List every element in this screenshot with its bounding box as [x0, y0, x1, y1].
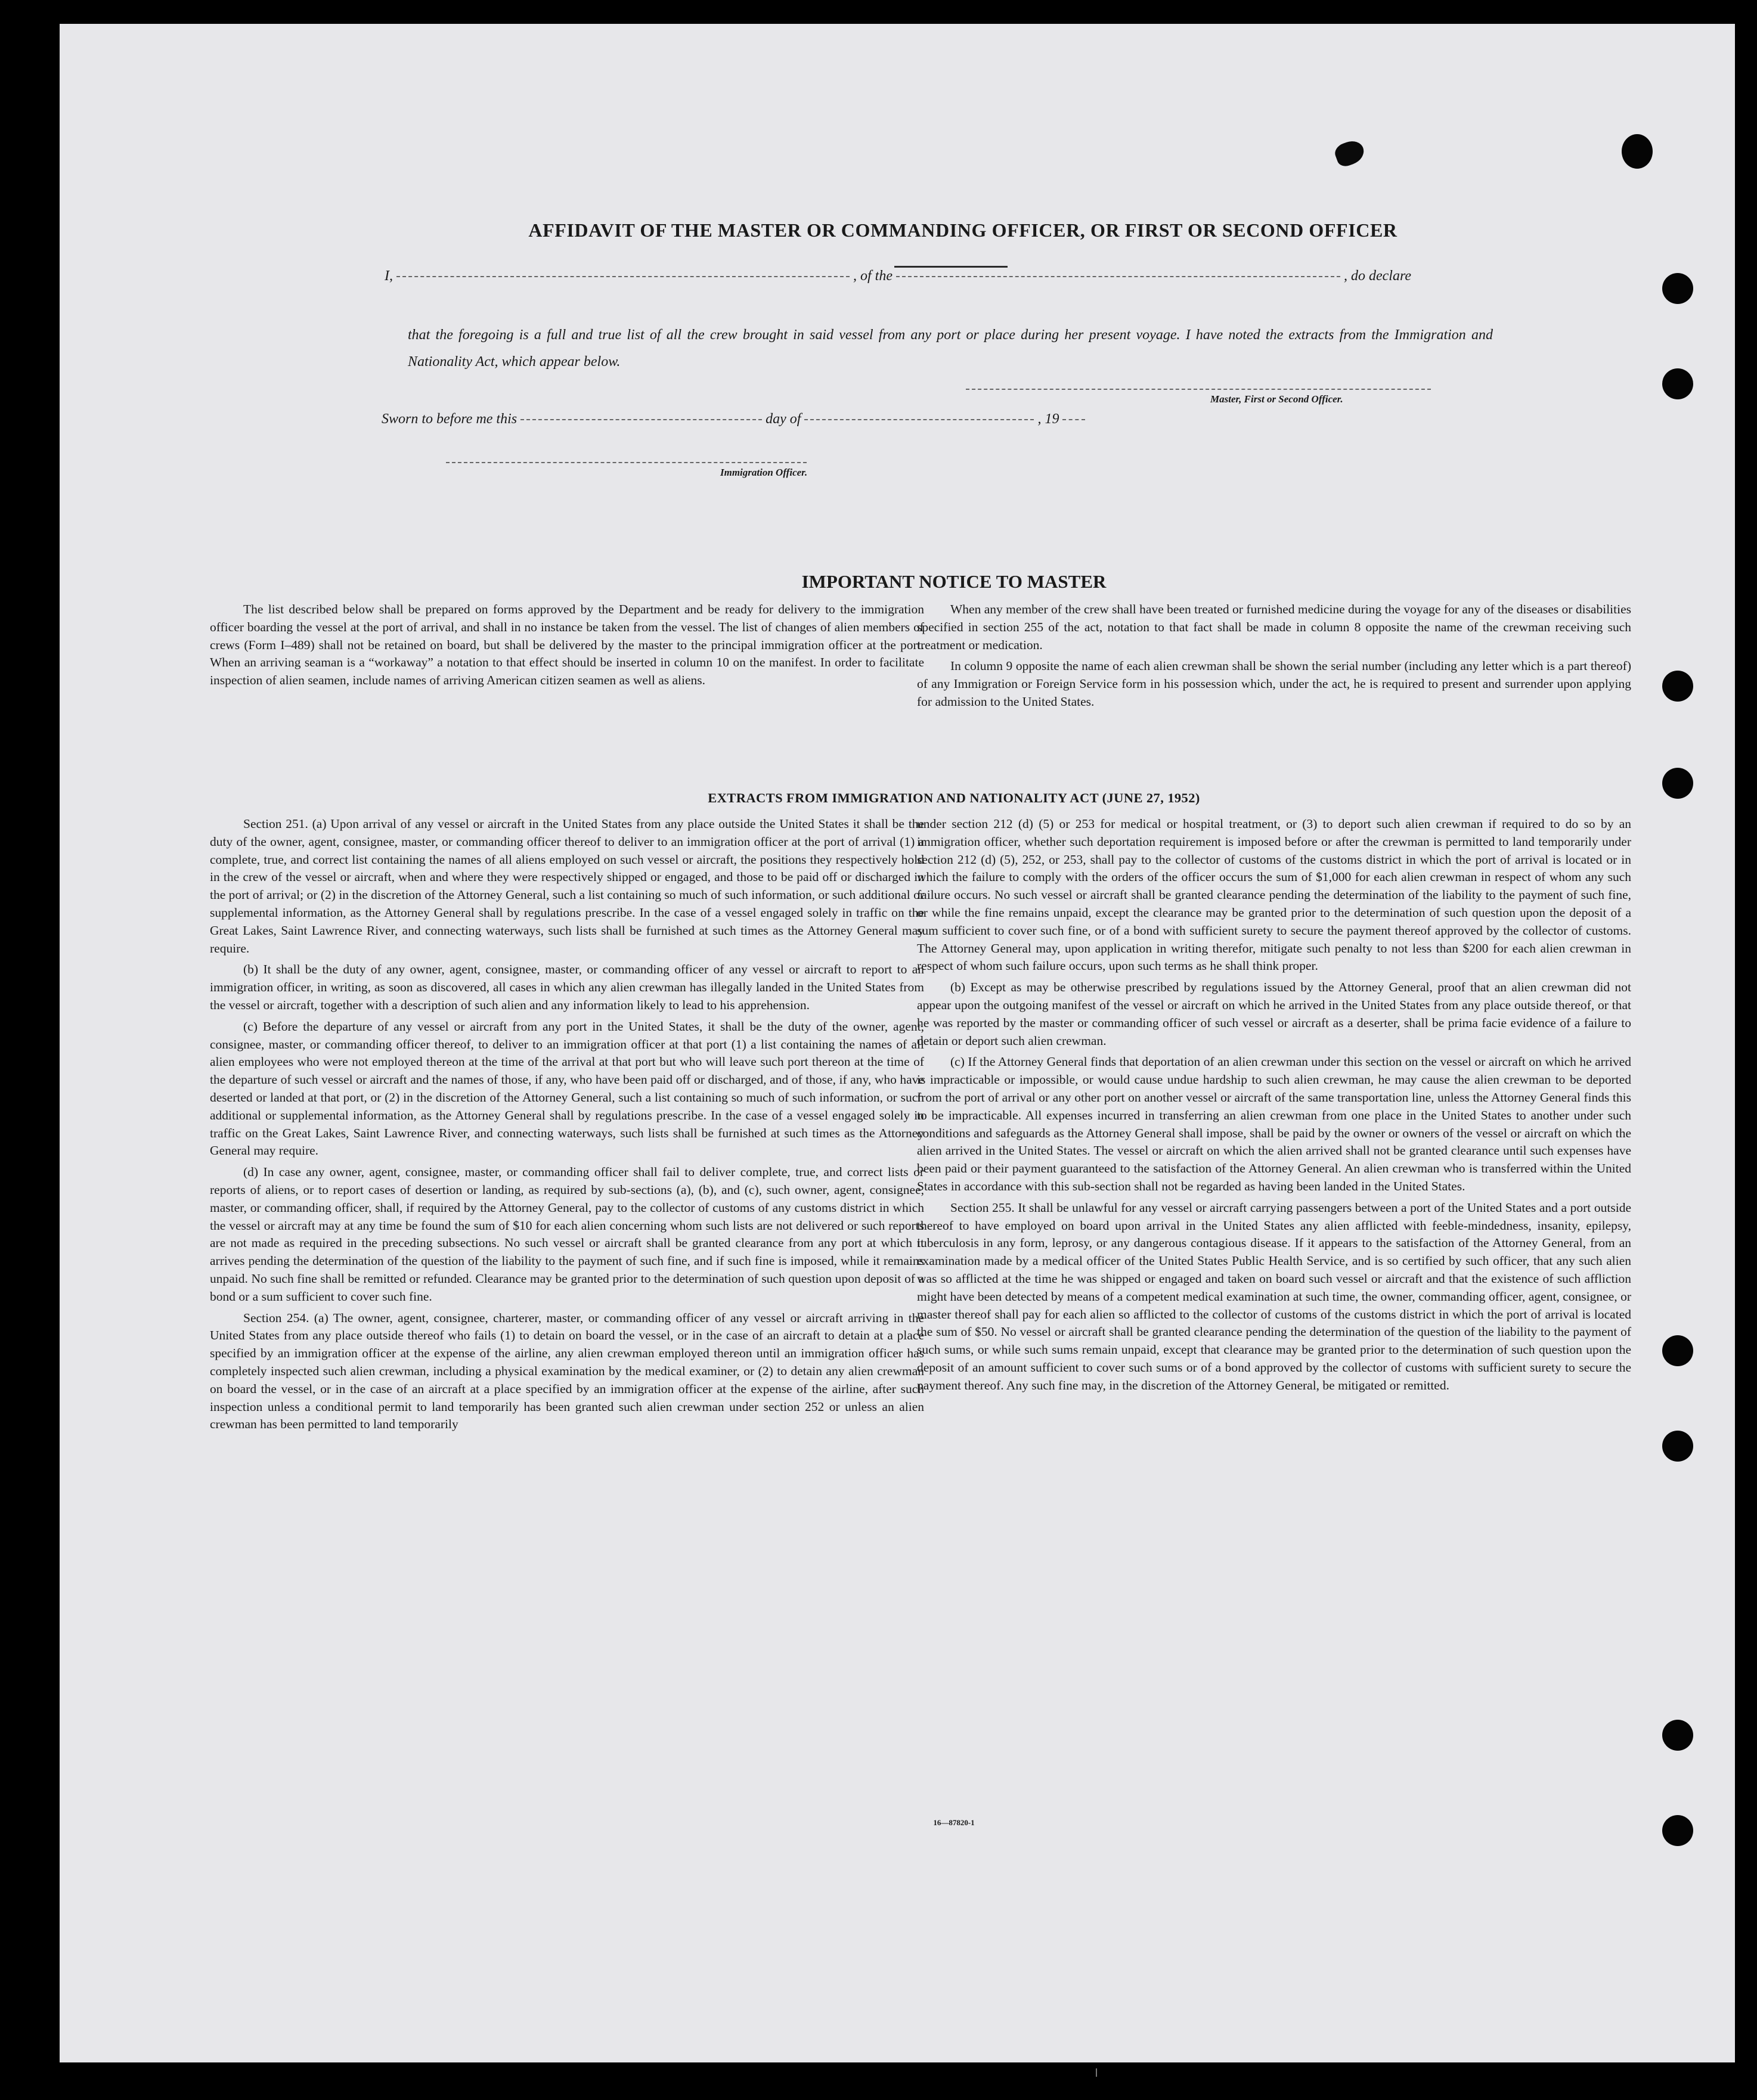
extracts-right-column: [917, 815, 1631, 1398]
extracts-left-column: [210, 815, 924, 1437]
punch-hole: [1662, 273, 1693, 304]
section-254-c: (c) If the Attorney General finds that deportation of an alien crewman under this section on the vessel or aircraft on which he arrived is impracticable or impossible, or would cause undue hardship to such alien crewman, he may cause the alien crewman to be deported from the port of arrival or any other port on another vessel or aircraft of the same transportation line, unless the Attorney General finds this to be impracticable. All expenses incurred in transferring an alien crewman from one place in the United States to another under such conditions and safeguards as the Attorney General shall impose, shall be paid by the owner or owners of the vessel or aircraft on which the alien arrived in the United States. The vessel or aircraft on which the alien arrived shall not be granted clearance until such expenses have been paid or their payment guaranteed to the satisfaction of the Attorney General. An alien crewman who is transferred within the United States in accordance with this sub-section shall not be regarded as having been landed in the United States.: [917, 1054, 1631, 1193]
edge-mark: [1096, 2068, 1097, 2077]
punch-hole: [1662, 1815, 1693, 1846]
section-254-b: (b) Except as may be otherwise prescribed by regulations issued by the Attorney General, proof that an alien crewman did not appear upon the outgoing manifest of the vessel or aircraft on which he arrived in the United States from any place outside thereof, or that he was reported by the master or commanding officer of such vessel or aircraft as a deserter, shall be prima facie evidence of a failure to detain or deport such alien crewman.: [917, 980, 1631, 1048]
section-254-a: Section 254. (a) The owner, agent, consignee, charterer, master, or commanding officer of any vessel or aircraft arriving in the United States from any place outside thereof who fails (1) to detain on board the vessel, or in the case of an aircraft to detain at a place specified by an immigration officer at the expense of the airline, any alien crewman employed thereon until an immigration officer has completely inspected such alien crewman, including a physical examination by the medical examiner, or (2) to detain any alien crewman on board the vessel, or in the case of an aircraft at a place specified by an immigration officer at the expense of the airline, after such inspection unless a conditional permit to land temporarily has been granted such alien crewman under section 252 or unless an alien crewman has been permitted to land temporarily: [210, 1310, 924, 1432]
day-of-label: day of: [766, 411, 801, 427]
punch-hole: [1662, 1431, 1693, 1462]
year-label: , 19: [1037, 411, 1059, 427]
notice-left-paragraph: The list described below shall be prepared on forms approved by the Department and be ready for delivery to the immigration officer boarding the vessel at the port of arrival, and shall in no instance be taken from the vessel. The list of changes of alien members of crews (Form I–489) shall not be retained on board, but shall be delivered by the master to the principal immigration officer at the port. When an arriving seaman is a “workaway” a notation to that effect should be inserted in column 10 on the manifest. In order to facilitate inspection of alien seamen, include names of arriving American citizen seamen as well as aliens.: [210, 602, 924, 688]
notice-right-column: [917, 601, 1631, 715]
sworn-line: [382, 411, 1089, 427]
declaration-text: that the foregoing is a full and true list of all the crew brought in said vessel from any port or place during her present voyage. I have noted the extracts from the Immigration and Nationality Act, which appear below.: [408, 327, 1493, 370]
declaration-line: [385, 268, 1411, 284]
of-the-label: , of the: [853, 268, 893, 284]
notice-right-paragraph: When any member of the crew shall have been treated or furnished medicine during the voyage for any of the diseases or disabilities specified in section 255 of the act, notation to that fact shall be made in column 8 opposite the name of the crewman receiving such treatment or medication.: [917, 602, 1631, 652]
notice-left-column: [210, 601, 924, 693]
section-255: Section 255. It shall be unlawful for any vessel or aircraft carrying passengers between a port of the United States and a port outside thereof to have employed on board upon arrival in the United States any alien afflicted with feeble-mindedness, insanity, epilepsy, tuberculosis in any form, leprosy, or any dangerous contagious disease. If it appears to the satisfaction of the Attorney General, from an examination made by a medical officer of the United States Public Health Service, and is so certified by such officer, that any such alien was so afflicted at the time he was shipped or engaged and taken on board such vessel or aircraft and that the existence of such affliction might have been detected by means of a competent medical examination at such time, the owner, commanding officer, agent, consignee, or master thereof shall pay for each alien so afflicted to the collector of customs of the customs district in which the port of arrival is located the sum of $50. No vessel or aircraft shall be granted clearance pending the determination of the question of the liability to the payment of such sums, or while such sums remain unpaid, except that clearance may be granted prior to the determination of such question upon the deposit of an amount sufficient to cover such sums or of a bond approved by the collector of customs with sufficient surety to secure the payment thereof. Any such fine may, in the discretion of the Attorney General, be mitigated or remitted.: [917, 1200, 1631, 1392]
form-code: 16—87820-1: [933, 1818, 975, 1827]
section-251-d: (d) In case any owner, agent, consignee, master, or commanding officer shall fail to deliver complete, true, and correct lists or reports of aliens, or to report cases of desertion or landing, as required by sub-sections (a), (b), and (c), such owner, agent, consignee, master, or commanding officer, shall, if required by the Attorney General, pay to the collector of customs of any customs district in which the vessel or aircraft may at any time be found the sum of $10 for each alien concerning whom such lists are not delivered or such reports are not made as required in the preceding subsections. No such vessel or aircraft shall be granted clearance from any port at which it arrives pending the determination of the question of the liability to the payment of such fine, and if such fine is imposed, while it remains unpaid. No such fine shall be remitted or refunded. Clearance may be granted prior to the determination of such question upon deposit of a bond or a sum sufficient to cover such fine.: [210, 1165, 924, 1304]
punch-hole: [1662, 768, 1693, 799]
title-rule: [894, 266, 1008, 268]
section-251-a: Section 251. (a) Upon arrival of any vessel or aircraft in the United States from any place outside the United States it shall be the duty of the owner, agent, consignee, master, or commanding officer thereof to deliver to an immigration officer at the port of arrival (1) a complete, true, and correct list containing the names of all aliens employed on such vessel or aircraft, the positions they respectively hold in the crew of the vessel or aircraft, when and where they were respectively shipped or engaged, and those to be paid off or discharged in the port of arrival; or (2) in the discretion of the Attorney General, such a list containing so much of such information, or such additional or supplemental information, as the Attorney General shall by regulations prescribe. In the case of a vessel engaged solely in traffic on the Great Lakes, Saint Lawrence River, and connecting waterways, such lists shall be furnished at such times as the Attorney General may require.: [210, 817, 924, 956]
officer-signature-label: Immigration Officer.: [720, 467, 808, 478]
sworn-year-field[interactable]: [1062, 419, 1085, 420]
sworn-day-field[interactable]: [520, 419, 762, 420]
notice-right-paragraph: In column 9 opposite the name of each alien crewman shall be shown the serial number (including any letter which is a part thereof) of any Immigration or Foreign Service form in his possession which, under the act, he is required to present and surrender upon applying for admission to the United States.: [917, 659, 1631, 709]
i-label: I,: [385, 268, 393, 284]
punch-hole: [1662, 1720, 1693, 1751]
punch-hole: [1622, 134, 1653, 169]
affidavit-title: AFFIDAVIT OF THE MASTER OR COMMANDING OFFICER, OR FIRST OR SECOND OFFICER: [528, 219, 1397, 241]
officer-signature-field[interactable]: [446, 462, 807, 463]
document-page: [60, 24, 1735, 2062]
master-signature-field[interactable]: [966, 389, 1431, 390]
section-251-b: (b) It shall be the duty of any owner, agent, consignee, master, or commanding officer of any vessel or aircraft to report to an immigration officer, in writing, as soon as discovered, all cases in which any alien crewman has illegally landed in the United States from the vessel or aircraft, together with a description of such alien and any information likely to lead to his apprehension.: [210, 962, 924, 1012]
section-251-c: (c) Before the departure of any vessel or aircraft from any port in the United States, it shall be the duty of the owner, agent, consignee, master, or commanding officer thereof, to deliver to an immigration officer at that port (1) a list containing the names of all alien employees who were not employed thereon at the time of the arrival at that port but who will leave such port thereon at the time of the departure of such vessel or aircraft and the names of those, if any, who have been paid off or discharged, and of those, if any, who have deserted or landed at that port, or (2) in the discretion of the Attorney General, such a list containing so much of such information, or such additional or supplemental information, as the Attorney General shall by regulations prescribe. In the case of a vessel engaged solely in traffic on the Great Lakes, Saint Lawrence River, and connecting waterways, such lists shall be furnished at such times as the Attorney General may require.: [210, 1019, 924, 1158]
vessel-field[interactable]: [896, 276, 1340, 277]
notice-title: IMPORTANT NOTICE TO MASTER: [801, 571, 1107, 592]
ink-smudge: [1333, 138, 1367, 169]
master-signature-label: Master, First or Second Officer.: [1210, 393, 1343, 405]
do-declare-label: , do declare: [1344, 268, 1412, 284]
punch-hole: [1662, 671, 1693, 702]
sworn-label: Sworn to before me this: [382, 411, 518, 427]
extracts-title: EXTRACTS FROM IMMIGRATION AND NATIONALITY ACT (JUNE 27, 1952): [708, 790, 1200, 805]
punch-hole: [1662, 368, 1693, 399]
punch-hole: [1662, 1335, 1693, 1366]
section-254-a-continued: under section 212 (d) (5) or 253 for medical or hospital treatment, or (3) to deport such alien crewman if required to do so by an immigration officer, whether such deportation requirement is imposed before or after the crewman is permitted to land temporarily under section 212 (d) (5), 252, or 253, shall pay to the collector of customs of the customs district in which the port of arrival is located or in which the failure to comply with the orders of the officer occurs the sum of $1,000 for each alien crewman in respect of whom any such failure occurs. No such vessel or aircraft shall be granted clearance pending the determination of the liability to the payment of such fine, or while the fine remains unpaid, except the clearance may be granted prior to the determination of such question upon the deposit of a sum sufficient to cover such fine, or of a bond with sufficient surety to secure the payment thereof approved by the collector of customs. The Attorney General may, upon application in writing therefor, mitigate such penalty to not less than $200 for each alien crewman in respect of whom such failure occurs, upon such terms as he shall think proper.: [917, 817, 1631, 973]
sworn-month-field[interactable]: [804, 419, 1034, 420]
name-field[interactable]: [396, 276, 850, 277]
